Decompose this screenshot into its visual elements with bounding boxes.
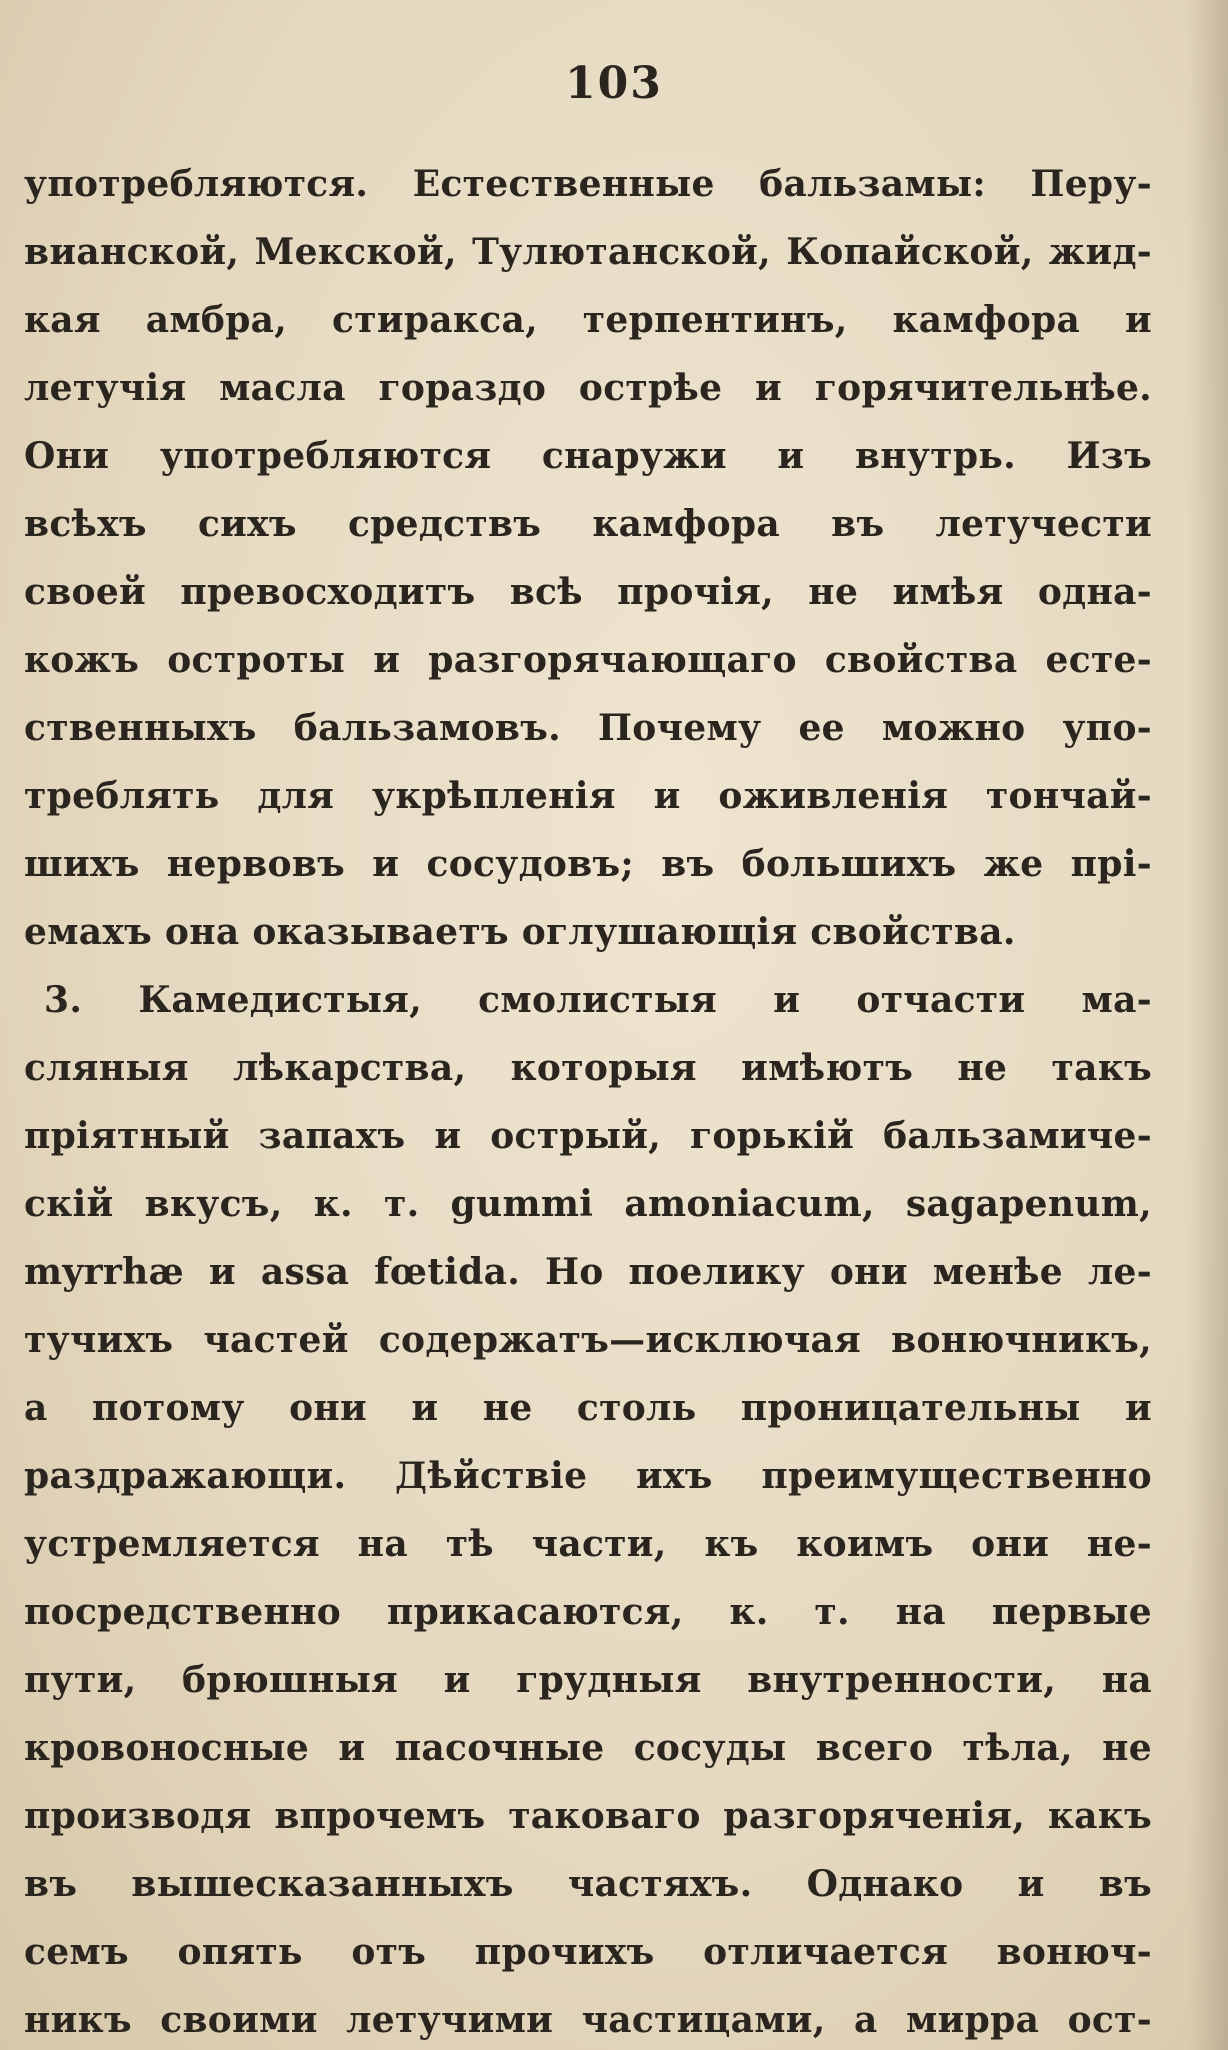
text-line: кожъ остроты и разгорячающаго свойства есте- bbox=[24, 639, 1152, 681]
text-line: ственныхъ бальзамовъ. Почему ее можно упо- bbox=[24, 707, 1152, 749]
text-line: употребляются. Естественные бальзамы: Перу- bbox=[24, 163, 1152, 205]
text-line: сляныя лѣкарства, которыя имѣютъ не такъ bbox=[24, 1047, 1152, 1089]
body-text bbox=[24, 150, 1152, 2050]
text-line: кая амбра, стиракса, терпентинъ, камфора и bbox=[24, 299, 1152, 341]
page-edge-shadow bbox=[1188, 0, 1228, 2050]
text-line: никъ своими летучими частицами, а мирра ост- bbox=[24, 1999, 1152, 2041]
text-line: а потому они и не столь проницательны и bbox=[24, 1387, 1152, 1429]
text-line: своей превосходитъ всѣ прочія, не имѣя одна- bbox=[24, 571, 1152, 613]
text-line: шихъ нервовъ и сосудовъ; въ большихъ же прі- bbox=[24, 843, 1152, 885]
text-line: летучія масла гораздо острѣе и горячительнѣе. bbox=[24, 367, 1152, 409]
text-line: пріятный запахъ и острый, горькій бальзамиче- bbox=[24, 1115, 1152, 1157]
text-line: тучихъ частей содержатъ—исключая вонючникъ, bbox=[24, 1319, 1152, 1361]
text-line: треблять для укрѣпленія и оживленія тончай- bbox=[24, 775, 1152, 817]
text-line: емахъ она оказываетъ оглушающія свойства. bbox=[24, 911, 1016, 953]
text-line: 3. Камедистыя, смолистыя и отчасти ма- bbox=[44, 979, 1152, 1021]
text-line: Они употребляются снаружи и внутрь. Изъ bbox=[24, 435, 1152, 477]
text-line: производя впрочемъ таковаго разгоряченія, какъ bbox=[24, 1795, 1152, 1837]
text-line: скій вкусъ, к. т. gummi amoniacum, sagapenum, bbox=[24, 1183, 1152, 1225]
text-line: раздражающи. Дѣйствіе ихъ преимущественно bbox=[24, 1455, 1152, 1497]
text-line: посредственно прикасаются, к. т. на первые bbox=[24, 1591, 1152, 1633]
text-line: въ вышесказанныхъ частяхъ. Однако и въ bbox=[24, 1863, 1152, 1905]
page-number: 103 bbox=[565, 58, 663, 109]
text-line: вианской, Мекской, Тулютанской, Копайской, жид- bbox=[24, 231, 1152, 273]
text-line: кровоносные и пасочные сосуды всего тѣла, не bbox=[24, 1727, 1152, 1769]
text-line: всѣхъ сихъ средствъ камфора въ летучести bbox=[24, 503, 1152, 545]
text-line: семъ опять отъ прочихъ отличается вонюч- bbox=[24, 1931, 1152, 1973]
text-line: устремляется на тѣ части, къ коимъ они не- bbox=[24, 1523, 1152, 1565]
text-line: myrrhæ и assa fœtida. Но поелику они менѣе ле- bbox=[24, 1251, 1152, 1293]
text-line: пути, брюшныя и грудныя внутренности, на bbox=[24, 1659, 1152, 1701]
